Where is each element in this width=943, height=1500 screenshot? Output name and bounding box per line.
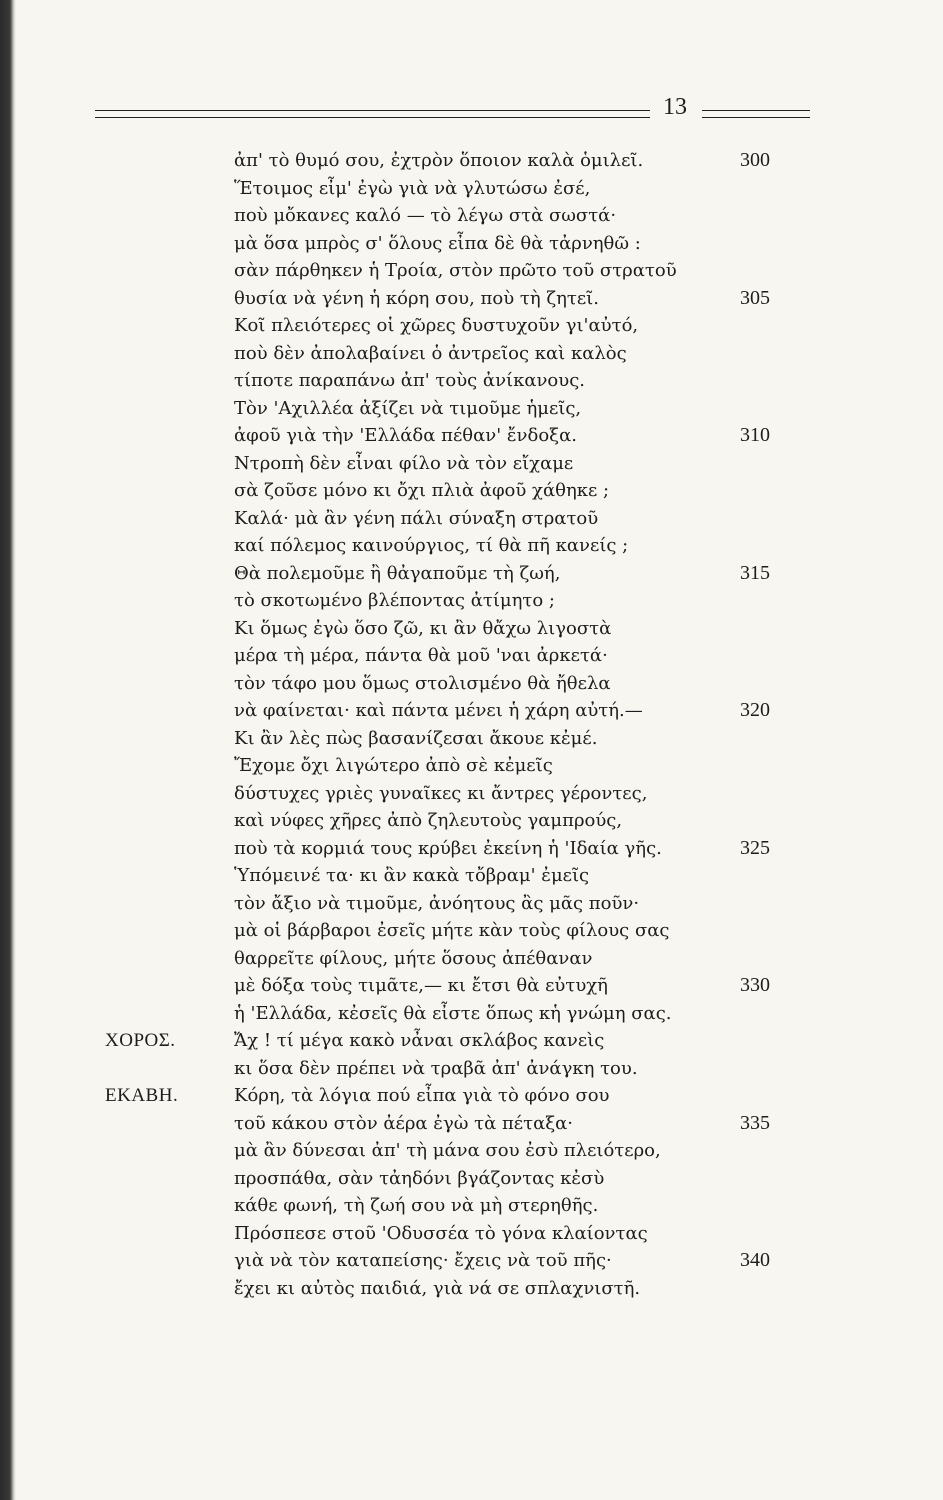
verse-text: Ἄχ ! τί μέγα κακὸ νἆναι σκλάβος κανεὶς [234, 1030, 605, 1051]
verse-line [0, 340, 943, 368]
verse-text: ἀφοῦ γιὰ τὴν 'Ελλάδα πέθαν' ἔνδοξα. [234, 425, 577, 446]
verse-text: προσπάθα, σὰν τἀηδόνι βγάζοντας κἐσὺ [234, 1167, 605, 1189]
verse-line [0, 285, 943, 313]
verse-line [0, 807, 943, 835]
verse-text: μὰ ἂν δύνεσαι ἀπ' τὴ μάνα σου ἐσὺ πλειότερο, [234, 1140, 661, 1161]
verse-text: Πρόσπεσε στοῦ 'Οδυσσέα τὸ γόνα κλαίοντας [234, 1222, 648, 1244]
verse-text: ἀπ' τὸ θυμό σου, ἐχτρὸν ὅποιον καλὰ ὁμιλεῖ. [234, 150, 644, 171]
verse-line [0, 587, 943, 615]
verse-text: μὰ ὅσα μπρὸς σ' ὅλους εἶπα δὲ θὰ τἀρνηθῶ : [234, 232, 641, 254]
verse-text: ἡ 'Ελλάδα, κἐσεῖς θὰ εἶστε ὅπως κἡ γνώμη σας. [234, 1002, 672, 1024]
verse-line [0, 175, 943, 203]
line-number: 340 [740, 1249, 770, 1271]
verse-line [0, 917, 943, 945]
page-header [95, 92, 810, 132]
verse-text: Κι ἂν λὲς πὼς βασανίζεσαι ἄκουε κἐμέ. [234, 727, 598, 749]
verse-line [0, 615, 943, 643]
verse-line [0, 862, 943, 890]
verse-text: ποὺ δὲν ἀπολαβαίνει ὁ ἀντρεῖος καὶ καλὸς [234, 342, 627, 364]
verse-line [0, 477, 943, 505]
line-number: 320 [740, 699, 770, 721]
speaker-label: ΕΚΑΒΗ. [105, 1085, 179, 1106]
verse-text: ποὺ τὰ κορμιά τους κρύβει ἐκείνη ἡ 'Ιδαία γῆς. [234, 837, 662, 859]
verse-text: ποὺ μὄκανες καλό — τὸ λέγω στὰ σωστά· [234, 205, 617, 226]
verse-text: τὸ σκοτωμένο βλέποντας ἀτίμητο ; [234, 590, 555, 611]
verse-line [0, 1110, 943, 1138]
verse-text: ἔχει κι αὐτὸς παιδιά, γιὰ νά σε σπλαχνιστῆ. [234, 1277, 641, 1299]
speaker-label: ΧΟΡΟΣ. [105, 1030, 176, 1051]
verse-line [0, 532, 943, 560]
verse-text: καὶ νύφες χῆρες ἀπὸ ζηλευτοὺς γαμπρούς, [234, 810, 623, 831]
verse-text: Κοῖ πλειότερες οἱ χῶρες δυστυχοῦν γι'αὐτό, [234, 315, 639, 336]
verse-text: κάθε φωνή, τὴ ζωή σου νὰ μὴ στερηθῆς. [234, 1195, 599, 1216]
verse-text: σὰ ζοῦσε μόνο κι ὄχι πλιὰ ἀφοῦ χάθηκε ; [234, 480, 610, 501]
verse-line [0, 1192, 943, 1220]
verse-line [0, 890, 943, 918]
verse-line [0, 202, 943, 230]
verse-line [0, 422, 943, 450]
verse-line [0, 780, 943, 808]
header-rule-right [702, 110, 810, 118]
verse-text: Ὑπόμεινέ τα· κι ἂν κακὰ τὄβραμ' ἐμεῖς [234, 865, 590, 886]
line-number: 325 [740, 836, 770, 859]
verse-line [0, 972, 943, 1000]
verse-text: μὰ οἱ βάρβαροι ἐσεῖς μήτε κὰν τοὺς φίλους σας [234, 920, 670, 941]
verse-text: Ντροπὴ δὲν εἶναι φίλο νὰ τὸν εἴχαμε [234, 452, 574, 474]
verse-text: σὰν πάρθηκεν ἡ Τροία, στὸν πρῶτο τοῦ στρατοῦ [234, 260, 677, 281]
verse-line [0, 505, 943, 533]
page-number: 13 [663, 94, 687, 120]
verse-text: γιὰ νὰ τὸν καταπείσης· ἔχεις νὰ τοῦ πῆς· [234, 1250, 612, 1271]
verse-text: νὰ φαίνεται· καὶ πάντα μένει ἡ χάρη αὐτή.— [234, 700, 643, 721]
verse-text: Κόρη, τὰ λόγια πού εἶπα γιὰ τὸ φόνο σου [234, 1085, 610, 1106]
line-number: 300 [740, 149, 770, 171]
verse-text: μέρα τὴ μέρα, πάντα θὰ μοῦ 'ναι ἀρκετά· [234, 645, 608, 666]
verse-line [0, 395, 943, 423]
verse-line [0, 1247, 943, 1275]
verse-line [0, 642, 943, 670]
verse-line [0, 752, 943, 780]
line-number: 310 [740, 424, 770, 446]
verse-text: τίποτε παραπάνω ἀπ' τοὺς ἀνίκανους. [234, 370, 586, 391]
verse-line [0, 450, 943, 478]
verse-line [0, 835, 943, 863]
verse-line [0, 312, 943, 340]
verse-text: θυσία νὰ γένη ἡ κόρη σου, ποὺ τὴ ζητεῖ. [234, 287, 599, 309]
header-rule-left [95, 110, 650, 118]
verse-line [0, 670, 943, 698]
verse-text: τὸν ἄξιο νὰ τιμοῦμε, ἀνόητους ἂς μᾶς ποῦν· [234, 892, 640, 914]
verse-line [0, 945, 943, 973]
verse-text: Κι ὅμως ἐγὼ ὅσο ζῶ, κι ἂν θἄχω λιγοστὰ [234, 617, 612, 639]
verse-line [0, 1000, 943, 1028]
verse-line [0, 1082, 943, 1110]
verse-text: δύστυχες γριὲς γυναῖκες κι ἄντρες γέροντες, [234, 782, 648, 804]
verse-line [0, 257, 943, 285]
verse-line [0, 230, 943, 258]
verse-line [0, 1027, 943, 1055]
verse-text: Ἔχομε ὄχι λιγώτερο ἀπὸ σὲ κἐμεῖς [234, 755, 553, 776]
verse-line [0, 1275, 943, 1303]
verse-line [0, 1165, 943, 1193]
verse-line [0, 147, 943, 175]
verse-text: κι ὅσα δὲν πρέπει νὰ τραβᾶ ἀπ' ἀνάγκη του. [234, 1057, 638, 1079]
verse-line [0, 697, 943, 725]
line-number: 315 [740, 561, 770, 584]
verse-line [0, 1137, 943, 1165]
verse-text: καί πόλεμος καινούργιος, τί θὰ πῆ κανείς ; [234, 535, 629, 556]
verse-line [0, 560, 943, 588]
verse-text: Τὸν 'Αχιλλέα ἀξίζει νὰ τιμοῦμε ἡμεῖς, [234, 397, 582, 419]
verse-text: Θὰ πολεμοῦμε ἢ θἀγαποῦμε τὴ ζωή, [234, 562, 561, 584]
line-number: 305 [740, 286, 770, 309]
verse-line [0, 367, 943, 395]
line-number: 335 [740, 1111, 770, 1134]
verse-text: τὸν τάφο μου ὅμως στολισμένο θὰ ἤθελα [234, 672, 611, 694]
verse-line [0, 1055, 943, 1083]
verse-text: τοῦ κάκου στὸν ἀέρα ἐγὼ τὰ πέταξα· [234, 1112, 574, 1134]
verse-text-block [0, 147, 943, 1302]
verse-text: Καλά· μὰ ἂν γένη πάλι σύναξη στρατοῦ [234, 507, 599, 529]
verse-line [0, 1220, 943, 1248]
verse-line [0, 725, 943, 753]
verse-text: θαρρεῖτε φίλους, μήτε ὅσους ἀπέθαναν [234, 947, 593, 969]
verse-text: μὲ δόξα τοὺς τιμᾶτε,— κι ἔτσι θὰ εὐτυχῆ [234, 975, 608, 996]
line-number: 330 [740, 974, 770, 996]
verse-text: Ἕτοιμος εἶμ' ἐγὼ γιὰ νὰ γλυτώσω ἐσέ, [234, 177, 591, 199]
